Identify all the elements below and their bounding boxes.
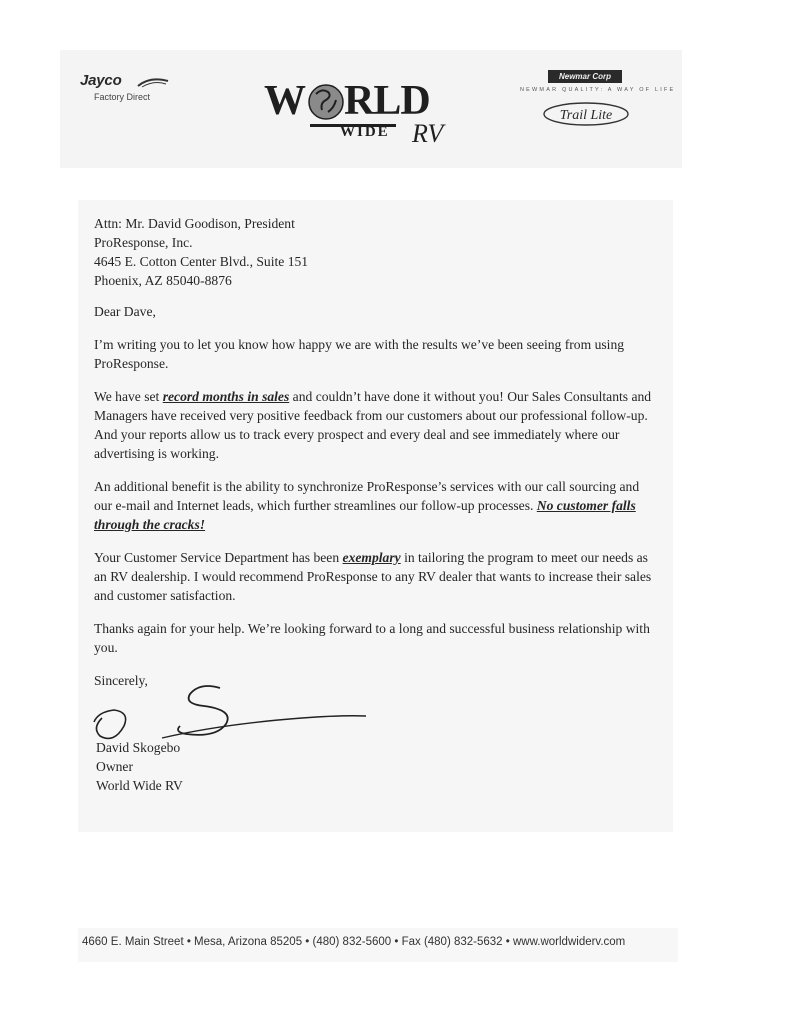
paragraph-2-rest: and couldn’t have done it without you! Our Sales Consultants and Managers have received very positive feedback from our customers about our professional follow-up. And your reports allow us to track every prospect and every deal and see immediately where our advertising is working.: [94, 389, 652, 461]
svg-text:WIDE: WIDE: [340, 124, 390, 140]
salutation: Dear Dave,: [94, 304, 156, 319]
jayco-swoosh-icon: [136, 76, 170, 90]
signer-block: [96, 738, 183, 795]
jayco-name: Jayco: [80, 72, 122, 89]
svg-text:RLD: RLD: [344, 78, 430, 124]
jayco-sub: Factory Direct: [94, 92, 151, 102]
letter-body: [94, 214, 654, 698]
address-line: 4645 E. Cotton Center Blvd., Suite 151: [94, 254, 309, 269]
paragraph-4-rest: in tailoring the program to meet our needs as an RV dealership. I would recommend ProResponse to any RV dealer that wants to increase their sales and customer satisfaction.: [94, 550, 652, 603]
paragraph-3: [94, 477, 654, 534]
closing: Sincerely,: [94, 673, 148, 688]
paragraph-2-start: We have set: [94, 389, 163, 404]
world-wide-rv-logo-icon: [262, 72, 458, 152]
paragraph-4: [94, 548, 654, 605]
svg-text:W: W: [264, 78, 305, 124]
paragraph-4-start: Your Customer Service Department has been: [94, 550, 343, 565]
signer-company: World Wide RV: [96, 778, 183, 793]
trail-lite-logo: [540, 100, 632, 130]
record-months-emphasis: record months in sales: [162, 389, 290, 404]
paragraph-3-start: An additional benefit is the ability to synchronize ProResponse’s services with our call sourcing and our e-mail and Internet leads, which further streamlines our follow-up processes.: [94, 479, 640, 513]
address-line: ProResponse, Inc.: [94, 235, 193, 250]
address-line: Attn: Mr. David Goodison, President: [94, 216, 295, 231]
exemplary-emphasis: exemplary: [342, 550, 401, 565]
jayco-logo: [80, 72, 190, 112]
newmar-logo: [520, 70, 676, 130]
newmar-tagline: NEWMAR QUALITY: A WAY OF LIFE: [520, 87, 676, 93]
world-wide-rv-logo: [262, 72, 458, 152]
no-customer-falls-emphasis: No customer falls through the cracks!: [94, 498, 636, 532]
signer-title: Owner: [96, 759, 133, 774]
paragraph-1: I’m writing you to let you know how happy we are with the results we’ve been seeing from using ProResponse.: [94, 337, 625, 371]
recipient-address: [94, 214, 654, 290]
paragraph-2: [94, 387, 654, 463]
address-line: Phoenix, AZ 85040-8876: [94, 273, 232, 288]
signer-name: David Skogebo: [96, 740, 181, 755]
newmar-box: Newmar Corp: [548, 70, 622, 83]
trail-lite-text: Trail Lite: [559, 108, 613, 123]
paragraph-5: Thanks again for your help. We’re looking forward to a long and successful business relationship with you.: [94, 621, 650, 655]
svg-text:RV: RV: [412, 119, 444, 148]
footer-address: 4660 E. Main Street • Mesa, Arizona 85205 • (480) 832-5600 • Fax (480) 832-5632 • www.worldwiderv.com: [82, 936, 626, 948]
